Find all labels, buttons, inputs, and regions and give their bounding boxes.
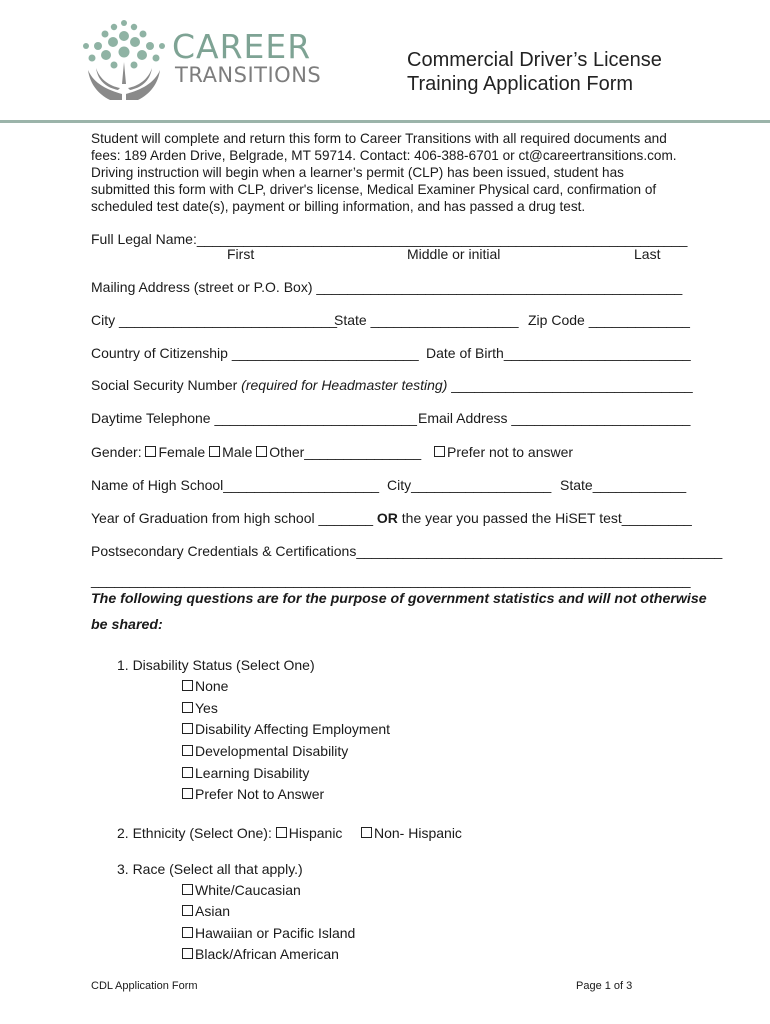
high-school-state-field[interactable]: State____________ bbox=[560, 477, 687, 493]
date-of-birth-field[interactable]: Date of Birth________________________ bbox=[426, 345, 691, 361]
ethnicity-label: 2. Ethnicity (Select One): bbox=[117, 825, 276, 841]
list-item[interactable] bbox=[182, 945, 339, 963]
list-item[interactable] bbox=[182, 785, 324, 803]
checkbox[interactable] bbox=[182, 745, 193, 756]
option-label: Disability Affecting Employment bbox=[195, 721, 391, 737]
intro-line: scheduled test date(s), payment or billing information, and has passed a drug test. bbox=[91, 199, 586, 214]
city-field[interactable]: City ____________________________ bbox=[91, 312, 338, 328]
option-label: Prefer Not to Answer bbox=[195, 786, 325, 802]
list-item[interactable] bbox=[182, 720, 390, 738]
option-label: Asian bbox=[195, 903, 231, 919]
checkbox[interactable] bbox=[182, 788, 193, 799]
header-divider bbox=[0, 120, 770, 123]
ssn-line: _______________________________ bbox=[447, 377, 693, 393]
gender-other-checkbox[interactable] bbox=[256, 446, 267, 457]
statistics-notice-line-1: The following questions are for the purpose of government statistics and will not otherwise bbox=[91, 591, 707, 607]
gender-male-label: Male bbox=[222, 444, 257, 460]
list-item[interactable] bbox=[182, 902, 230, 920]
brand-name-career: CAREER bbox=[172, 27, 312, 66]
non-hispanic-option bbox=[361, 824, 462, 842]
option-label: Black/African American bbox=[195, 946, 339, 962]
option-label: Learning Disability bbox=[195, 765, 310, 781]
non-hispanic-label: Non- Hispanic bbox=[374, 825, 462, 841]
list-item[interactable] bbox=[182, 881, 301, 899]
footer-form-name: CDL Application Form bbox=[91, 980, 198, 992]
list-item[interactable] bbox=[182, 699, 218, 717]
daytime-telephone-field[interactable]: Daytime Telephone __________________________ bbox=[91, 410, 417, 426]
footer-page-number: Page 1 of 3 bbox=[576, 980, 633, 992]
list-item[interactable] bbox=[182, 924, 355, 942]
mailing-address-field[interactable]: Mailing Address (street or P.O. Box) _______________________________________________ bbox=[91, 279, 683, 295]
list-item[interactable] bbox=[182, 677, 228, 695]
question-disability-status: 1. Disability Status (Select One) bbox=[117, 657, 315, 673]
statistics-notice-line-2: be shared: bbox=[91, 617, 163, 633]
gender-female-checkbox[interactable] bbox=[145, 446, 156, 457]
grad-hiset-text: the year you passed the HiSET test_________ bbox=[397, 510, 692, 526]
grad-year-text: Year of Graduation from high school _______ bbox=[91, 510, 377, 526]
non-hispanic-checkbox[interactable] bbox=[361, 827, 372, 838]
checkbox[interactable] bbox=[182, 927, 193, 938]
grad-or-text: OR bbox=[376, 510, 398, 526]
intro-line: Driving instruction will begin when a learner’s permit (CLP) has been issued, student has bbox=[91, 165, 624, 180]
gender-prefer-label: Prefer not to answer bbox=[447, 444, 574, 460]
gender-label: Gender: bbox=[91, 444, 146, 460]
state-field[interactable]: State ___________________ bbox=[334, 312, 519, 328]
brand-name-transitions: TRANSITIONS bbox=[175, 63, 322, 87]
document-title bbox=[407, 48, 662, 96]
high-school-city-field[interactable]: City__________________ bbox=[387, 477, 552, 493]
title-line-1: Commercial Driver’s License bbox=[407, 49, 662, 71]
gender-row bbox=[91, 443, 421, 461]
title-line-2: Training Application Form bbox=[407, 73, 634, 95]
high-school-name-field[interactable]: Name of High School____________________ bbox=[91, 477, 380, 493]
last-name-caption: Last bbox=[634, 246, 661, 262]
gender-other-label: Other_______________ bbox=[269, 444, 422, 460]
intro-line: fees: 189 Arden Drive, Belgrade, MT 59714. Contact: 406-388-6701 or ct@careertransitions.com. bbox=[91, 148, 677, 163]
question-race: 3. Race (Select all that apply.) bbox=[117, 861, 303, 877]
graduation-year-field[interactable] bbox=[91, 509, 692, 527]
gender-prefer-option bbox=[434, 443, 573, 461]
ssn-label: Social Security Number bbox=[91, 377, 242, 393]
hispanic-label: Hispanic bbox=[288, 825, 343, 841]
middle-name-caption: Middle or initial bbox=[407, 246, 501, 262]
option-label: White/Caucasian bbox=[195, 882, 301, 898]
checkbox[interactable] bbox=[182, 767, 193, 778]
ssn-field[interactable] bbox=[91, 376, 693, 394]
first-name-caption: First bbox=[227, 246, 255, 262]
list-item[interactable] bbox=[182, 742, 348, 760]
checkbox[interactable] bbox=[182, 702, 193, 713]
checkbox[interactable] bbox=[182, 680, 193, 691]
full-legal-name-field[interactable]: Full Legal Name:_______________________________________________________________ bbox=[91, 231, 688, 247]
postsecondary-credentials-field[interactable]: Postsecondary Credentials & Certifications_______________________________________________ bbox=[91, 543, 723, 559]
postsecondary-continuation-line[interactable]: _____________________________________________________________________________ bbox=[91, 572, 691, 588]
zip-code-field[interactable]: Zip Code _____________ bbox=[528, 312, 690, 328]
instructions-paragraph bbox=[91, 130, 691, 215]
hispanic-checkbox[interactable] bbox=[276, 827, 287, 838]
gender-male-checkbox[interactable] bbox=[209, 446, 220, 457]
checkbox[interactable] bbox=[182, 884, 193, 895]
country-of-citizenship-field[interactable]: Country of Citizenship ________________________ bbox=[91, 345, 419, 361]
checkbox[interactable] bbox=[182, 905, 193, 916]
gender-prefer-checkbox[interactable] bbox=[434, 446, 445, 457]
checkbox[interactable] bbox=[182, 948, 193, 959]
tree-hands-icon bbox=[78, 18, 173, 102]
option-label: Yes bbox=[195, 700, 218, 716]
option-label: None bbox=[195, 678, 229, 694]
email-address-field[interactable]: Email Address _______________________ bbox=[418, 410, 691, 426]
checkbox[interactable] bbox=[182, 723, 193, 734]
list-item[interactable] bbox=[182, 764, 309, 782]
gender-female-label: Female bbox=[158, 444, 210, 460]
ssn-note: (required for Headmaster testing) bbox=[241, 377, 448, 393]
intro-line: submitted this form with CLP, driver's license, Medical Examiner Physical card, confirmation of bbox=[91, 182, 657, 197]
option-label: Hawaiian or Pacific Island bbox=[195, 925, 356, 941]
option-label: Developmental Disability bbox=[195, 743, 349, 759]
intro-line: Student will complete and return this form to Career Transitions with all required documents and bbox=[91, 131, 667, 146]
question-ethnicity bbox=[117, 824, 342, 842]
